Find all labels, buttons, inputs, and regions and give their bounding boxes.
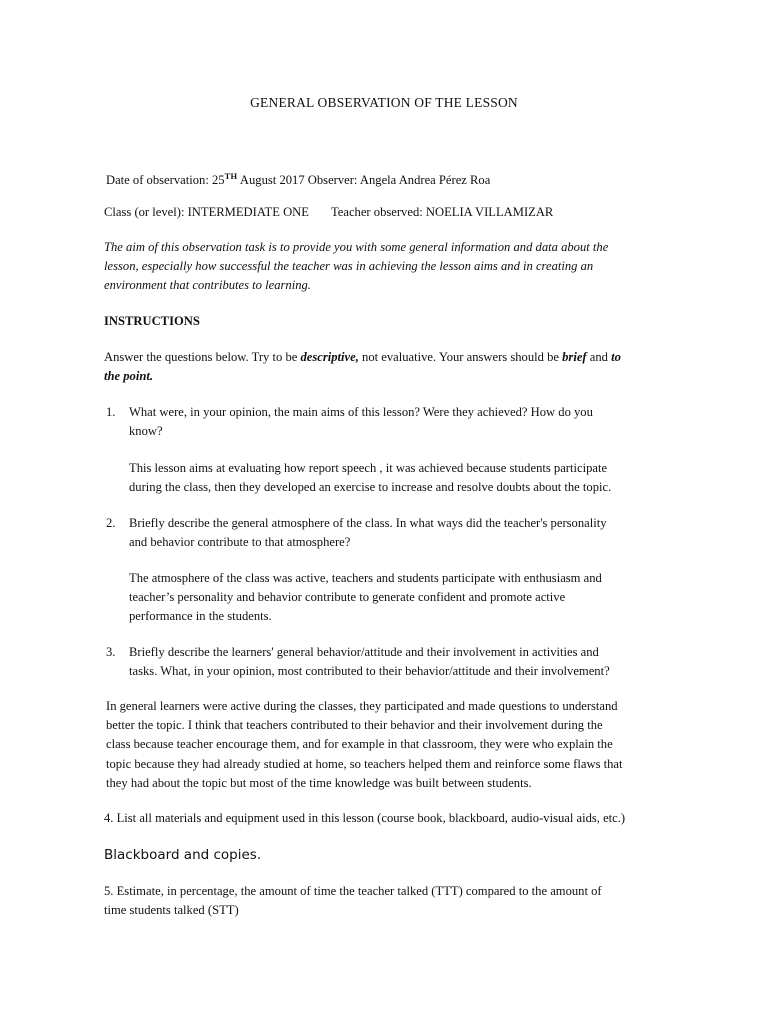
question-line: Briefly describe the learners' general behavior/attitude and their involvement in activities and <box>129 645 599 659</box>
question-line: Briefly describe the general atmosphere of the class. In what ways did the teacher's personality <box>129 516 607 530</box>
question-5 <box>104 882 602 920</box>
answer-4: Blackboard and copies. <box>104 847 262 863</box>
answer-line: The atmosphere of the class was active, teachers and students participate with enthusiasm and <box>129 571 602 585</box>
instructions-paragraph <box>104 348 621 386</box>
question-line: and behavior contribute to that atmosphere? <box>129 535 351 550</box>
answer-1 <box>129 459 611 497</box>
date-label: Date of observation: 25 <box>106 173 225 187</box>
answer-line: they had about the topic but most of the time knowledge was built between students. <box>106 775 532 790</box>
answer-line: teacher’s personality and behavior contribute to generate confident and promote active <box>129 590 566 605</box>
question-4: 4. List all materials and equipment used in this lesson (course book, blackboard, audio-visual aids, etc.) <box>104 811 626 825</box>
aim-line: lesson, especially how successful the teacher was in achieving the lesson aims and in creating an <box>104 259 594 274</box>
question-line: time students talked (STT) <box>104 903 239 918</box>
answer-3 <box>106 697 623 793</box>
question-number: 1. <box>106 405 116 419</box>
answer-line: This lesson aims at evaluating how report speech , it was achieved because students participate <box>129 461 608 475</box>
aim-line: The aim of this observation task is to provide you with some general information and data about the <box>104 240 609 254</box>
instructions-line <box>104 348 621 367</box>
question-3 <box>129 643 610 681</box>
answer-line: during the class, then they developed an exercise to increase and resolve doubts about the topic. <box>129 480 612 495</box>
instructions-text: not evaluative. Your answers should be <box>358 350 563 364</box>
question-line: tasks. What, in your opinion, most contributed to their behavior/attitude and their involvement? <box>129 664 610 679</box>
answer-line: performance in the students. <box>129 609 272 624</box>
document-title: GENERAL OBSERVATION OF THE LESSON <box>250 95 518 110</box>
aim-line: environment that contributes to learning. <box>104 278 311 293</box>
answer-line: better the topic. I think that teachers contributed to their behavior and their involvement during the <box>106 718 603 733</box>
question-line: What were, in your opinion, the main aims of this lesson? Were they achieved? How do you <box>129 405 593 419</box>
teacher-observed: Teacher observed: NOELIA VILLAMIZAR <box>330 205 554 219</box>
date-rest: August 2017 Observer: Angela Andrea Pérez Roa <box>237 173 491 187</box>
date-superscript: TH <box>224 171 238 181</box>
question-number: 3. <box>106 645 116 659</box>
question-line: 5. Estimate, in percentage, the amount of time the teacher talked (TTT) compared to the amount of <box>104 884 602 898</box>
emphasis-the-point: the point. <box>104 369 153 384</box>
instructions-text: Answer the questions below. Try to be <box>104 350 301 364</box>
instructions-text: and <box>586 350 612 364</box>
question-2 <box>129 514 607 552</box>
emphasis-brief: brief <box>562 350 587 364</box>
answer-line: class because teacher encourage them, and for example in that classroom, they were who explain the <box>106 737 613 752</box>
emphasis-descriptive: descriptive, <box>300 350 359 364</box>
answer-2 <box>129 569 602 627</box>
answer-line: In general learners were active during the classes, they participated and made questions to understand <box>106 699 618 713</box>
class-teacher-line <box>104 203 553 222</box>
emphasis-to: to <box>611 350 621 364</box>
answer-line: topic because they had already studied at home, so teachers helped them and reinforce some flaws that <box>106 756 623 771</box>
question-number: 2. <box>106 516 116 530</box>
question-line: know? <box>129 424 163 439</box>
class-level: Class (or level): INTERMEDIATE ONE <box>104 205 309 219</box>
question-1 <box>129 403 593 441</box>
aim-paragraph <box>104 238 608 296</box>
instructions-heading: INSTRUCTIONS <box>104 314 200 328</box>
observation-date-line <box>106 167 490 190</box>
